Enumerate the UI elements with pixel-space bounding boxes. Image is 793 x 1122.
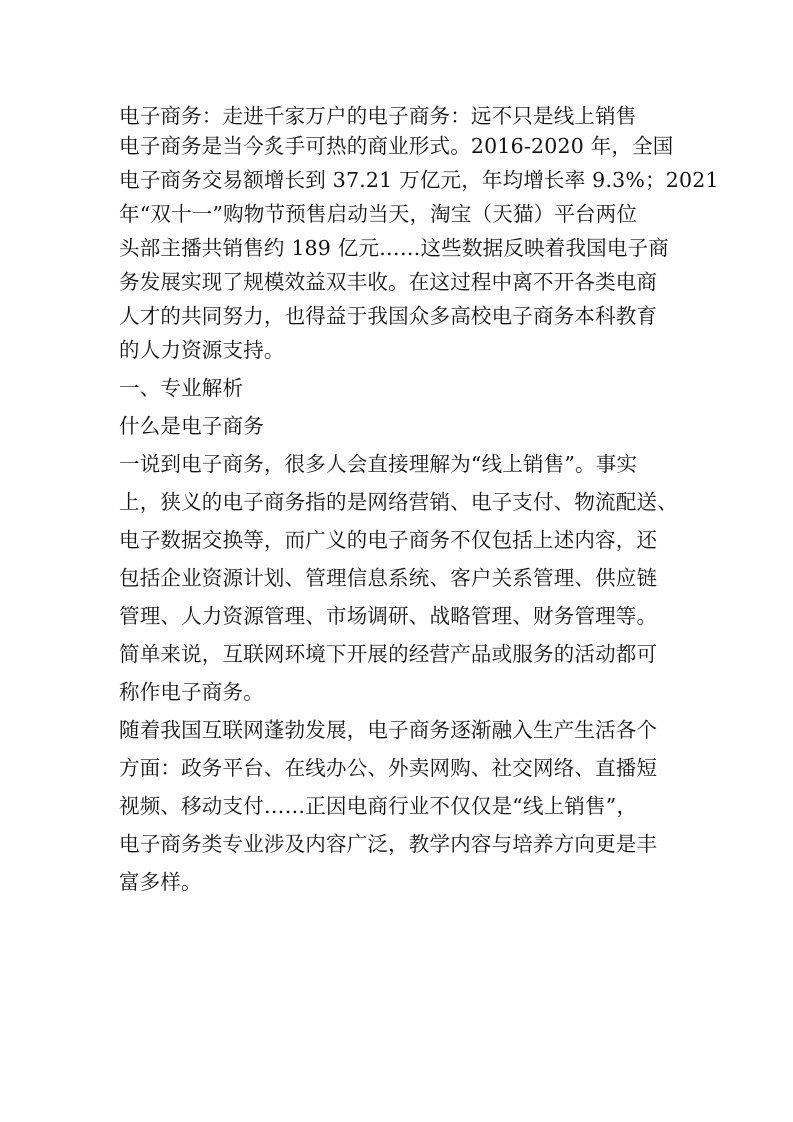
paragraph-line: 一说到电子商务，很多人会直接理解为“线上销售”。事实 xyxy=(119,452,638,476)
paragraph-line: 富多样。 xyxy=(119,870,202,894)
paragraph-line: 简单来说，互联网环境下开展的经营产品或服务的活动都可 xyxy=(119,642,658,666)
paragraph-line: 管理、人力资源管理、市场调研、战略管理、财务管理等。 xyxy=(119,604,658,628)
paragraph-line: 电子商务是当今炙手可热的商业形式。2016-2020 年，全国 xyxy=(119,134,674,158)
paragraph-line: 年“双十一”购物节预售启动当天，淘宝（天猫）平台两位 xyxy=(119,202,638,226)
paragraph-line: 包括企业资源计划、管理信息系统、客户关系管理、供应链 xyxy=(119,566,658,590)
paragraph-line: 随着我国互联网蓬勃发展，电子商务逐渐融入生产生活各个 xyxy=(119,718,658,742)
paragraph-line: 人才的共同努力，也得益于我国众多高校电子商务本科教育 xyxy=(119,304,658,328)
paragraph-line: 务发展实现了规模效益双丰收。在这过程中离不开各类电商 xyxy=(119,270,658,294)
paragraph-line: 的人力资源支持。 xyxy=(119,338,285,362)
paragraph-line: 头部主播共销售约 189 亿元……这些数据反映着我国电子商 xyxy=(119,236,669,260)
paragraph-line: 上，狭义的电子商务指的是网络营销、电子支付、物流配送、 xyxy=(119,490,678,514)
section-heading: 一、专业解析 xyxy=(119,376,244,400)
document-title: 电子商务：走进千家万户的电子商务：远不只是线上销售 xyxy=(119,104,637,128)
paragraph-line: 电子数据交换等，而广义的电子商务不仅包括上述内容，还 xyxy=(119,528,658,552)
paragraph-line: 电子商务类专业涉及内容广泛，教学内容与培养方向更是丰 xyxy=(119,832,658,856)
paragraph-line: 称作电子商务。 xyxy=(119,680,264,704)
paragraph-line: 视频、移动支付……正因电商行业不仅仅是“线上销售”， xyxy=(119,794,638,818)
paragraph-line: 电子商务交易额增长到 37.21 万亿元，年均增长率 9.3%；2021 xyxy=(119,168,719,192)
subsection-heading: 什么是电子商务 xyxy=(119,414,264,438)
paragraph-line: 方面：政务平台、在线办公、外卖网购、社交网络、直播短 xyxy=(119,756,658,780)
